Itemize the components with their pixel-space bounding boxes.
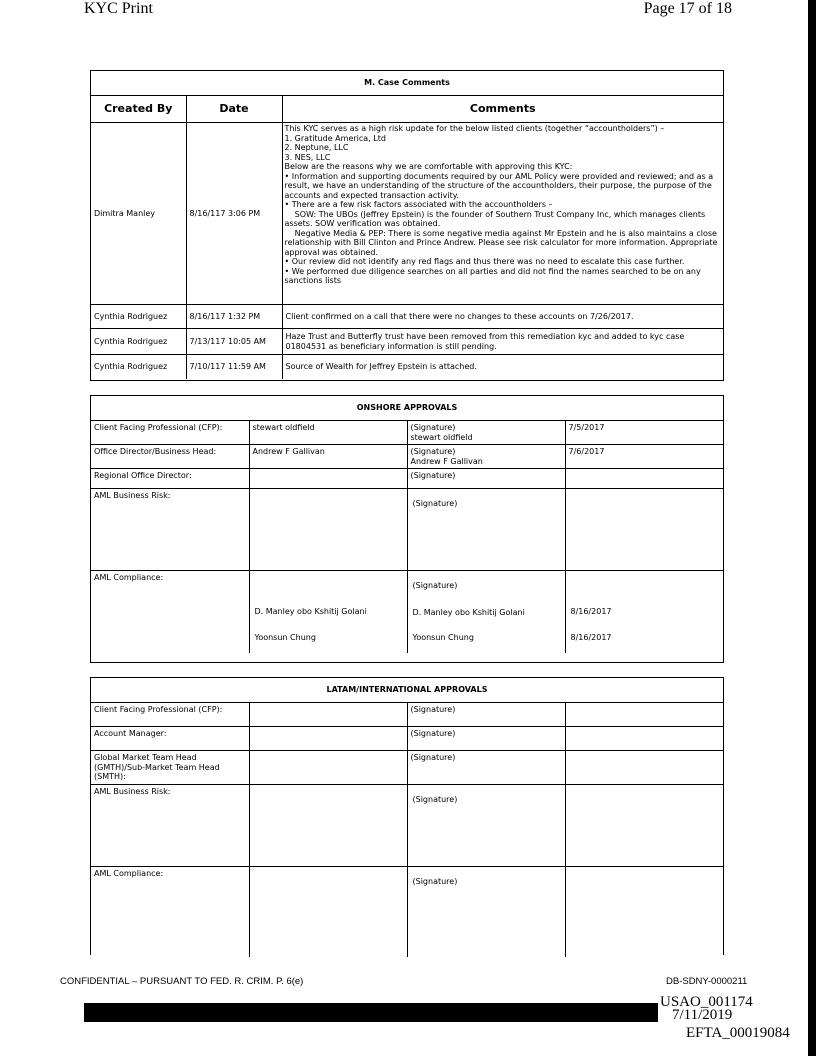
approval-row-aml-compliance — [91, 571, 723, 653]
approval-label: AML Business Risk: — [91, 785, 249, 867]
approver-name — [249, 489, 407, 571]
approval-label: Regional Office Director: — [91, 469, 249, 489]
approval-date: 8/16/2017 — [570, 632, 612, 642]
approver-name — [249, 703, 407, 727]
stamp-date: 7/11/2019 — [672, 1007, 733, 1023]
section-title: M. Case Comments — [91, 71, 723, 96]
comment-author: Cynthia Rodriguez — [91, 355, 186, 379]
approver-name — [249, 867, 407, 957]
scan-edge — [808, 0, 816, 1056]
signature-field: (Signature) — [407, 489, 565, 571]
signature-field: (Signature) — [407, 867, 565, 957]
approval-row-office — [91, 445, 723, 469]
comment-row — [91, 329, 723, 355]
column-header-created-by: Created By — [91, 96, 186, 123]
latam-approvals-section — [90, 677, 724, 955]
approval-date: 7/5/2017 — [565, 421, 723, 445]
signature-field — [407, 571, 565, 653]
comment-line: 3. NES, LLC — [284, 152, 331, 162]
approver-name: D. Manley obo Kshitij Golani — [254, 607, 367, 616]
case-comments-section — [90, 70, 724, 381]
confidential-notice: CONFIDENTIAL – PURSUANT TO FED. R. CRIM. P. 6(e) — [60, 976, 304, 987]
comment-author: Dimitra Manley — [91, 123, 186, 305]
signature-field: (Signature) — [407, 469, 565, 489]
approval-row-regional — [91, 469, 723, 489]
signature-label: (Signature) — [410, 423, 456, 432]
usao-stamp: USAO_001174 — [660, 994, 753, 1010]
approval-row-aml-compliance — [91, 867, 723, 957]
column-header-date: Date — [186, 96, 282, 123]
comment-line: Negative Media & PEP: There is some negative media against Mr Epstein and he is also maintains a close relationship with Bill Clinton and Prince Andrew. Please see risk calculator for more information. Appropriate approval was obtained. — [284, 228, 720, 257]
comment-line: • We performed due diligence searches on all parties and did not find the names searched to be on any sanctions lists — [284, 266, 701, 285]
comment-date: 8/16/117 3:06 PM — [186, 123, 282, 305]
approver-name — [249, 469, 407, 489]
approval-label: Account Manager: — [91, 727, 249, 751]
efta-number: EFTA_00019084 — [686, 1025, 790, 1041]
approval-label: Global Market Team Head (GMTH)/Sub-Market Team Head (SMTH): — [91, 751, 249, 785]
approval-label: Office Director/Business Head: — [91, 445, 249, 469]
approval-label: Client Facing Professional (CFP): — [91, 421, 249, 445]
signature-name: Andrew F Gallivan — [410, 456, 483, 466]
approval-row-account-manager — [91, 727, 723, 751]
comment-author: Cynthia Rodriguez — [91, 329, 186, 355]
approval-date — [565, 867, 723, 957]
approval-date — [565, 703, 723, 727]
approval-row-gmth — [91, 751, 723, 785]
comment-text: Haze Trust and Butterfly trust have been removed from this remediation kyc and added to kyc case 01804531 as beneficiary information is still pending. — [282, 329, 723, 355]
signature-label: (Signature) — [412, 581, 458, 590]
signature-name: stewart oldfield — [410, 432, 473, 442]
comment-line: Below are the reasons why we are comfortable with approving this KYC: — [284, 162, 573, 171]
approver-name: Andrew F Gallivan — [249, 445, 407, 469]
approval-label: Client Facing Professional (CFP): — [91, 703, 249, 727]
approval-date — [565, 751, 723, 785]
comment-line: • There are a few risk factors associated with the accountholders – — [284, 200, 553, 209]
signature-field: (Signature) — [407, 703, 565, 727]
approval-date — [565, 785, 723, 867]
signature-field: (Signature) — [407, 727, 565, 751]
page-number: Page 17 of 18 — [643, 0, 732, 17]
signature-field — [407, 445, 565, 469]
signature-name: D. Manley obo Kshitij Golani — [412, 607, 525, 617]
comment-line: SOW: The UBOs (Jeffrey Epstein) is the founder of Southern Trust Company Inc, which manages clients assets. SOW verification was obtained. — [284, 209, 708, 228]
approval-row-cfp — [91, 703, 723, 727]
comment-line: 2. Neptune, LLC — [284, 143, 349, 152]
signature-field — [407, 421, 565, 445]
approval-date: 8/16/2017 — [570, 607, 612, 616]
approver-name — [249, 785, 407, 867]
comment-date: 8/16/117 1:32 PM — [186, 305, 282, 329]
comment-date: 7/13/117 10:05 AM — [186, 329, 282, 355]
print-title: KYC Print — [84, 0, 153, 17]
approval-date: 7/6/2017 — [565, 445, 723, 469]
comment-line: • Information and supporting documents required by our AML Policy were provided and reviewed; and as a result, we have an understanding of the structure of the accountholders, their purpose, the purpose of the accounts and expected transaction activity. — [284, 171, 714, 200]
comment-line: • Our review did not identify any red flags and thus there was no need to escalate this case further. — [284, 257, 685, 266]
comment-author: Cynthia Rodriguez — [91, 305, 186, 329]
approver-name — [249, 727, 407, 751]
approver-name: stewart oldfield — [249, 421, 407, 445]
approval-label: AML Compliance: — [91, 867, 249, 957]
comment-line: This KYC serves as a high risk update for the below listed clients (together “accountholders”) – — [284, 124, 665, 133]
approval-row-aml-risk — [91, 785, 723, 867]
section-title: LATAM/INTERNATIONAL APPROVALS — [91, 678, 723, 703]
comment-line: 1. Gratitude America, Ltd — [284, 133, 386, 143]
comment-text: Client confirmed on a call that there were no changes to these accounts on 7/26/2017. — [282, 305, 723, 329]
signature-label: (Signature) — [410, 447, 456, 456]
signature-field: (Signature) — [407, 785, 565, 867]
comment-date: 7/10/117 11:59 AM — [186, 355, 282, 379]
comment-text: Source of Wealth for Jeffrey Epstein is attached. — [282, 355, 723, 379]
comment-row — [91, 355, 723, 379]
approval-label: AML Business Risk: — [91, 489, 249, 571]
section-title: ONSHORE APPROVALS — [91, 396, 723, 421]
approval-label: AML Compliance: — [91, 571, 249, 653]
approval-date — [565, 469, 723, 489]
signature-field: (Signature) — [407, 751, 565, 785]
column-header-comments: Comments — [282, 96, 723, 123]
comment-text — [282, 123, 723, 305]
approver-names — [249, 571, 407, 653]
comment-row — [91, 123, 723, 305]
approver-name: Yoonsun Chung — [254, 632, 316, 642]
approval-row-aml-risk — [91, 489, 723, 571]
signature-name: Yoonsun Chung — [412, 633, 474, 642]
comment-row — [91, 305, 723, 329]
approval-row-cfp — [91, 421, 723, 445]
bates-number: DB-SDNY-0000211 — [666, 976, 748, 987]
approver-name — [249, 751, 407, 785]
onshore-approvals-section — [90, 395, 724, 663]
approval-dates — [565, 571, 723, 653]
approval-date — [565, 489, 723, 571]
approval-date — [565, 727, 723, 751]
redaction-bar — [84, 1003, 658, 1022]
